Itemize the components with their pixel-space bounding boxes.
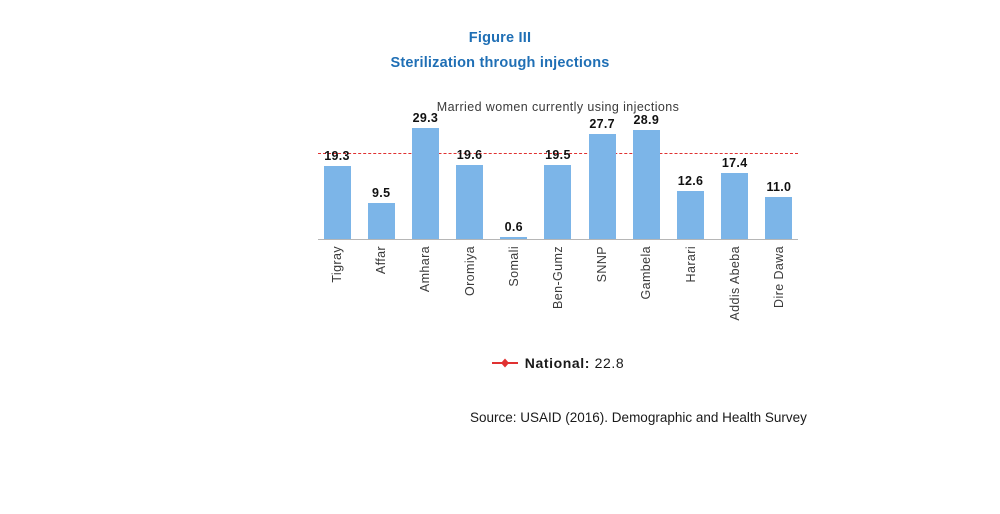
bar-value-label: 28.9 (633, 112, 660, 127)
legend-series-value: 22.8 (594, 355, 625, 371)
bar-value-label: 11.0 (766, 180, 792, 195)
category-label: Affar (374, 246, 389, 275)
bar-value-label: 27.7 (589, 117, 615, 132)
category-label-slot (406, 242, 444, 337)
category-label-slot (672, 242, 710, 337)
category-label: Ben-Gumz (550, 246, 565, 309)
category-label-slot (760, 242, 798, 337)
category-label-slot (539, 242, 577, 337)
bar (765, 197, 792, 239)
x-axis-line (318, 239, 798, 240)
bar-slot (362, 122, 400, 239)
category-label: Tigray (330, 246, 344, 283)
category-label: Addis Abeba (727, 246, 742, 321)
bar-slot (760, 122, 798, 239)
category-label-slot (362, 242, 400, 337)
legend-separator: : (584, 355, 591, 371)
bar-value-label: 19.5 (545, 148, 571, 163)
source-note: Source: USAID (2016). Demographic and Health Survey (470, 410, 807, 425)
category-label-slot (451, 242, 489, 337)
bar (412, 128, 439, 239)
bar-slot (406, 111, 444, 239)
category-label-slot (627, 242, 665, 337)
category-label-slot (495, 242, 533, 337)
legend-text (525, 355, 624, 371)
bar-slot (495, 122, 533, 239)
category-label: Harari (683, 246, 698, 283)
bar-value-label: 12.6 (677, 174, 704, 189)
bar (324, 166, 351, 239)
bar-value-label: 9.5 (372, 186, 391, 201)
series-label: Married women currently using injections (436, 100, 680, 114)
legend-series-name: National (524, 355, 585, 371)
bar (368, 203, 395, 239)
chart-legend (318, 355, 798, 371)
bar (456, 165, 483, 239)
category-label-slot (583, 242, 621, 337)
category-label: Oromiya (462, 246, 477, 297)
bar (544, 165, 571, 239)
category-label: Gambela (639, 246, 654, 300)
bar-slot (672, 122, 710, 239)
title-block (0, 26, 1000, 76)
bar-slot (539, 122, 577, 239)
category-label: Amhara (418, 246, 433, 293)
category-label: SNNP (595, 246, 610, 283)
category-label: Dire Dawa (771, 246, 786, 308)
bar-value-label: 29.3 (412, 111, 439, 126)
category-label-slot (716, 242, 754, 337)
chart-plot-area (318, 100, 798, 340)
bar (589, 134, 616, 239)
bar (633, 130, 660, 239)
category-label: Somali (506, 246, 521, 287)
figure-title: Figure III (468, 30, 532, 46)
bar-slot (318, 122, 356, 239)
bar-slot (583, 117, 621, 239)
bar (721, 173, 748, 239)
bar-value-label: 0.6 (504, 219, 523, 234)
figure-subtitle: Sterilization through injections (390, 55, 610, 71)
bar-group (318, 111, 798, 239)
bar-value-label: 17.4 (721, 156, 748, 171)
bar (677, 191, 704, 239)
category-label-slot (318, 242, 356, 337)
bar-value-label: 19.3 (324, 149, 350, 164)
category-axis-labels (318, 242, 798, 337)
bars-canvas (318, 111, 798, 240)
red-diamond-line-marker-icon (492, 357, 518, 369)
bar-value-label: 19.6 (456, 148, 483, 163)
bar (500, 237, 527, 239)
